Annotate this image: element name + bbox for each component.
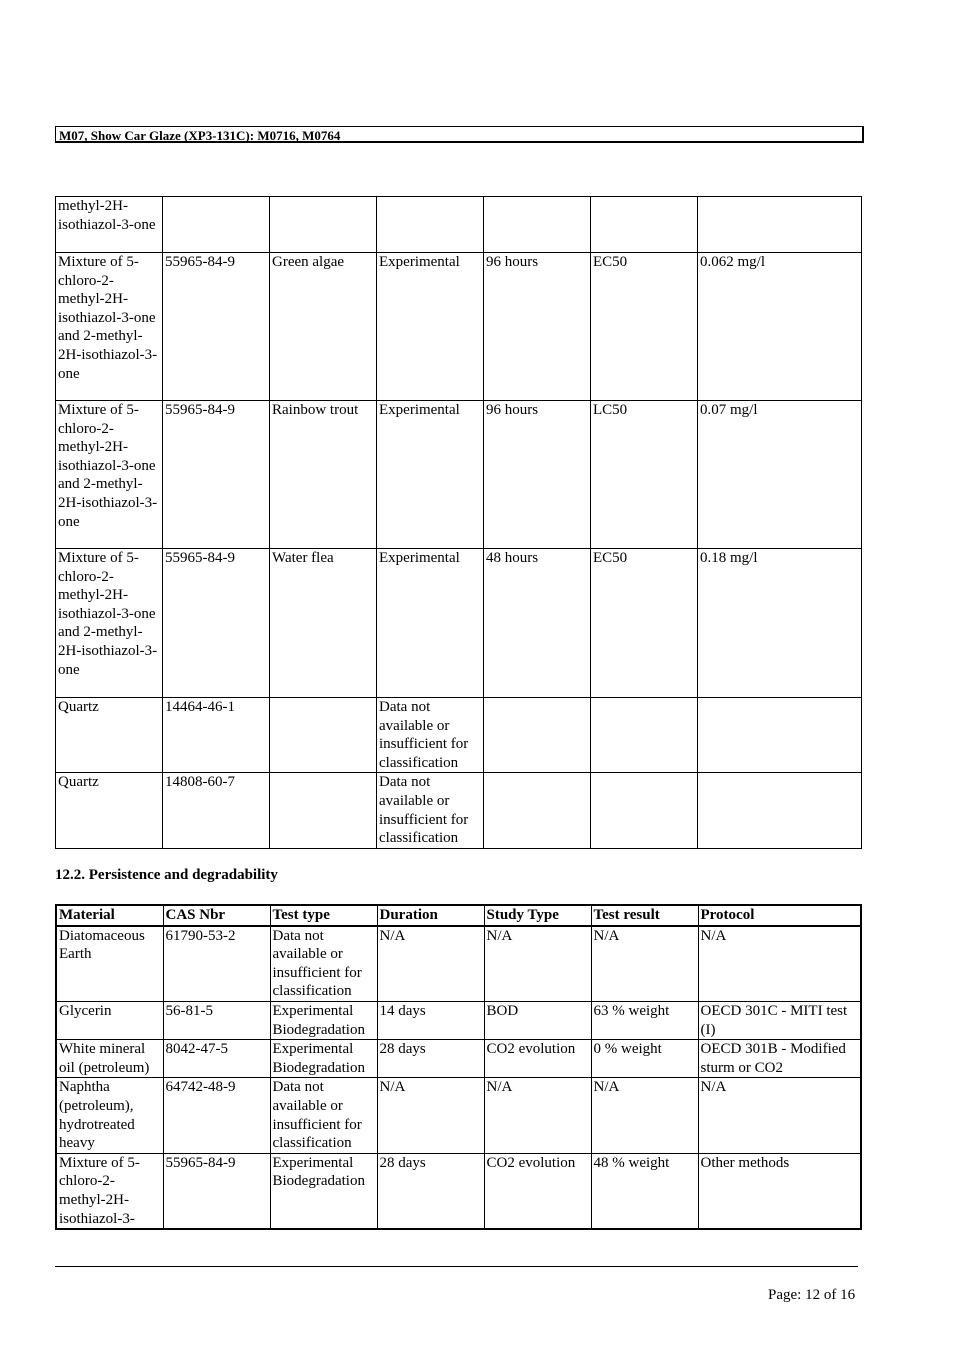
table-row [56, 401, 862, 549]
table-cell: Rainbow trout [270, 401, 377, 549]
toxicity-table [55, 196, 862, 849]
section-title-persistence: 12.2. Persistence and degradability [55, 867, 278, 883]
table-cell: 55965-84-9 [163, 1153, 270, 1229]
table-cell [377, 197, 484, 253]
table-cell: methyl-2H-isothiazol-3-one [56, 197, 163, 253]
table-row [56, 773, 862, 848]
table-cell: 0.18 mg/l [698, 549, 862, 698]
table-cell [698, 197, 862, 253]
table-cell: Data not available or insufficient for classification [270, 926, 377, 1002]
table-cell: 48 hours [484, 549, 591, 698]
table-cell: Green algae [270, 253, 377, 401]
table-cell: Diatomaceous Earth [56, 926, 163, 1002]
table-cell [591, 773, 698, 848]
table-cell: 96 hours [484, 253, 591, 401]
table-cell [270, 698, 377, 773]
table-cell: Experimental Biodegradation [270, 1001, 377, 1039]
table-cell: Mixture of 5-chloro-2-methyl-2H-isothiazol-3-one and 2-methyl-2H-isothiazol-3-one [56, 253, 163, 401]
col-header-test-result: Test result [591, 905, 698, 926]
document-header [55, 126, 864, 143]
table-cell: OECD 301B - Modified sturm or CO2 [698, 1040, 861, 1078]
table-cell: 14 days [377, 1001, 484, 1039]
table-cell [270, 773, 377, 848]
table-cell [484, 197, 591, 253]
table-cell: Quartz [56, 773, 163, 848]
table-cell: 48 % weight [591, 1153, 698, 1229]
table-cell [270, 197, 377, 253]
table-cell: White mineral oil (petroleum) [56, 1040, 163, 1078]
table-cell: N/A [698, 1078, 861, 1153]
footer-divider [55, 1266, 858, 1267]
table-cell: 0 % weight [591, 1040, 698, 1078]
table-cell: EC50 [591, 549, 698, 698]
table-cell [698, 773, 862, 848]
table-cell: N/A [591, 1078, 698, 1153]
table-cell: N/A [484, 1078, 591, 1153]
table-row [56, 1078, 861, 1153]
persistence-table [55, 904, 862, 1230]
table-row [56, 1153, 861, 1229]
table-cell: 0.07 mg/l [698, 401, 862, 549]
table-cell [163, 197, 270, 253]
table-cell: Experimental [377, 401, 484, 549]
table-cell: Water flea [270, 549, 377, 698]
table-cell: Glycerin [56, 1001, 163, 1039]
table-row [56, 1001, 861, 1039]
table-cell: Data not available or insufficient for classification [377, 698, 484, 773]
table-row [56, 197, 862, 253]
table-cell: 55965-84-9 [163, 253, 270, 401]
table-cell: N/A [698, 926, 861, 1002]
table-cell: 56-81-5 [163, 1001, 270, 1039]
table-cell: Mixture of 5-chloro-2-methyl-2H-isothiazol-3-one and 2-methyl-2H-isothiazol-3-one [56, 401, 163, 549]
table-cell: 14464-46-1 [163, 698, 270, 773]
table-cell: Experimental [377, 253, 484, 401]
table-cell: N/A [484, 926, 591, 1002]
table-cell: LC50 [591, 401, 698, 549]
table-cell [484, 698, 591, 773]
table-row [56, 698, 862, 773]
table-cell: 14808-60-7 [163, 773, 270, 848]
table-cell: Data not available or insufficient for classification [377, 773, 484, 848]
table-cell: 0.062 mg/l [698, 253, 862, 401]
table-cell: Experimental Biodegradation [270, 1040, 377, 1078]
table-cell: Other methods [698, 1153, 861, 1229]
table-cell: 96 hours [484, 401, 591, 549]
document-title: M07, Show Car Glaze (XP3-131C): M0716, M0764 [59, 128, 341, 143]
table-cell: BOD [484, 1001, 591, 1039]
col-header-protocol: Protocol [698, 905, 861, 926]
table-cell: N/A [591, 926, 698, 1002]
table-cell: N/A [377, 926, 484, 1002]
table-cell: Data not available or insufficient for classification [270, 1078, 377, 1153]
page-number: Page: 12 of 16 [768, 1287, 856, 1303]
table-cell [698, 698, 862, 773]
table-cell: 28 days [377, 1040, 484, 1078]
table-cell: N/A [377, 1078, 484, 1153]
table-row [56, 549, 862, 698]
table-cell: 55965-84-9 [163, 401, 270, 549]
table-cell: OECD 301C - MITI test (I) [698, 1001, 861, 1039]
table-row [56, 1040, 861, 1078]
col-header-material: Material [56, 905, 163, 926]
table-cell: 63 % weight [591, 1001, 698, 1039]
table-cell: Experimental [377, 549, 484, 698]
table-header-row [56, 905, 861, 926]
col-header-study-type: Study Type [484, 905, 591, 926]
table-cell: Naphtha (petroleum), hydrotreated heavy [56, 1078, 163, 1153]
col-header-duration: Duration [377, 905, 484, 926]
table-cell [591, 698, 698, 773]
table-cell: Mixture of 5-chloro-2-methyl-2H-isothiazol-3-one and 2-methyl-2H-isothiazol-3-one [56, 549, 163, 698]
table-cell: 64742-48-9 [163, 1078, 270, 1153]
table-cell [591, 197, 698, 253]
table-row [56, 253, 862, 401]
col-header-cas-nbr: CAS Nbr [163, 905, 270, 926]
table-row [56, 926, 861, 1002]
table-cell: CO2 evolution [484, 1153, 591, 1229]
table-cell [484, 773, 591, 848]
table-cell: Quartz [56, 698, 163, 773]
table-cell: 8042-47-5 [163, 1040, 270, 1078]
table-cell: EC50 [591, 253, 698, 401]
table-cell: Experimental Biodegradation [270, 1153, 377, 1229]
col-header-test-type: Test type [270, 905, 377, 926]
table-cell: Mixture of 5-chloro-2-methyl-2H-isothiazol-3- [56, 1153, 163, 1229]
table-cell: 61790-53-2 [163, 926, 270, 1002]
table-cell: 55965-84-9 [163, 549, 270, 698]
table-cell: 28 days [377, 1153, 484, 1229]
table-cell: CO2 evolution [484, 1040, 591, 1078]
